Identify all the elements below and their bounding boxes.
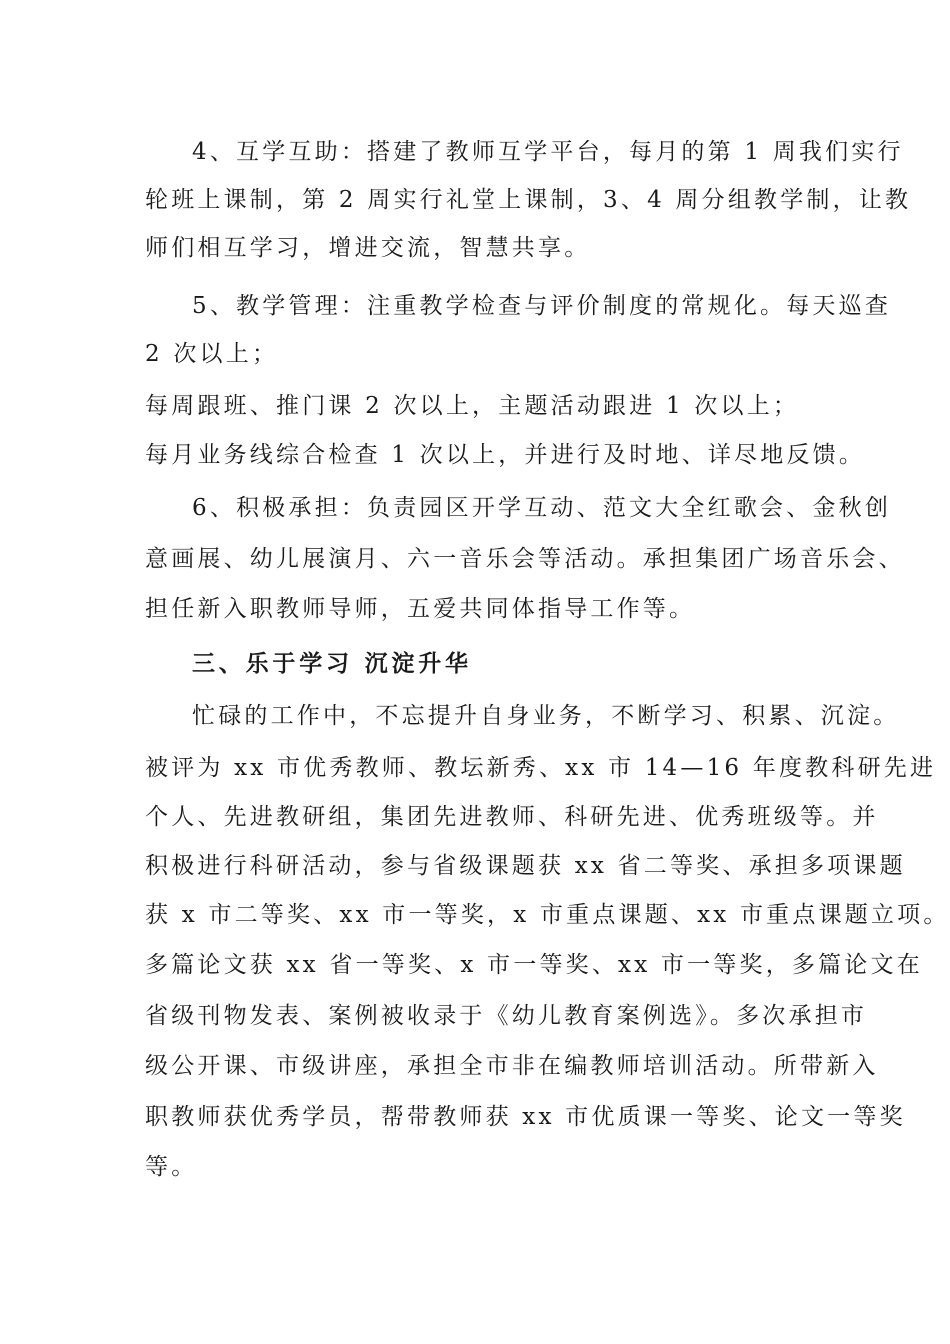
paragraph-line: 6、积极承担：负责园区开学互动、范文大全红歌会、金秋创	[192, 495, 892, 521]
paragraph-line: 省级刊物发表、案例被收录于《幼儿教育案例选》。多次承担市	[145, 1003, 868, 1029]
paragraph-line: 级公开课、市级讲座，承担全市非在编教师培训活动。所带新入	[145, 1053, 879, 1079]
paragraph-line: 4、互学互助：搭建了教师互学平台，每月的第 1 周我们实行	[192, 139, 904, 165]
paragraph-line: 轮班上课制，第 2 周实行礼堂上课制，3、4 周分组教学制，让教	[145, 187, 912, 213]
paragraph-line: 多篇论文获 xx 省一等奖、x 市一等奖、xx 市一等奖，多篇论文在	[145, 952, 923, 978]
paragraph-line: 每周跟班、推门课 2 次以上，主题活动跟进 1 次以上；	[145, 393, 800, 419]
paragraph-line: 忙碌的工作中，不忘提升自身业务，不断学习、积累、沉淀。	[192, 703, 900, 729]
paragraph-line: 师们相互学习，增进交流，智慧共享。	[145, 235, 591, 261]
paragraph-line: 每月业务线综合检查 1 次以上，并进行及时地、详尽地反馈。	[145, 442, 866, 468]
paragraph-line: 获 x 市二等奖、xx 市一等奖，x 市重点课题、xx 市重点课题立项。	[145, 902, 950, 928]
paragraph-line: 2 次以上；	[145, 341, 279, 367]
paragraph-line: 职教师获优秀学员，帮带教师获 xx 市优质课一等奖、论文一等奖	[145, 1104, 906, 1130]
section-heading: 三、乐于学习 沉淀升华	[192, 651, 472, 677]
paragraph-line: 等。	[145, 1154, 198, 1180]
paragraph-line: 积极进行科研活动，参与省级课题获 xx 省二等奖、承担多项课题	[145, 853, 906, 879]
paragraph-line: 意画展、幼儿展演月、六一音乐会等活动。承担集团广场音乐会、	[145, 546, 905, 572]
paragraph-line: 被评为 xx 市优秀教师、教坛新秀、xx 市 14—16 年度教科研先进	[145, 755, 937, 781]
paragraph-line: 担任新入职教师导师，五爱共同体指导工作等。	[145, 596, 696, 622]
paragraph-line: 5、教学管理：注重教学检查与评价制度的常规化。每天巡查	[192, 293, 892, 319]
paragraph-line: 个人、先进教研组，集团先进教师、科研先进、优秀班级等。并	[145, 804, 879, 830]
